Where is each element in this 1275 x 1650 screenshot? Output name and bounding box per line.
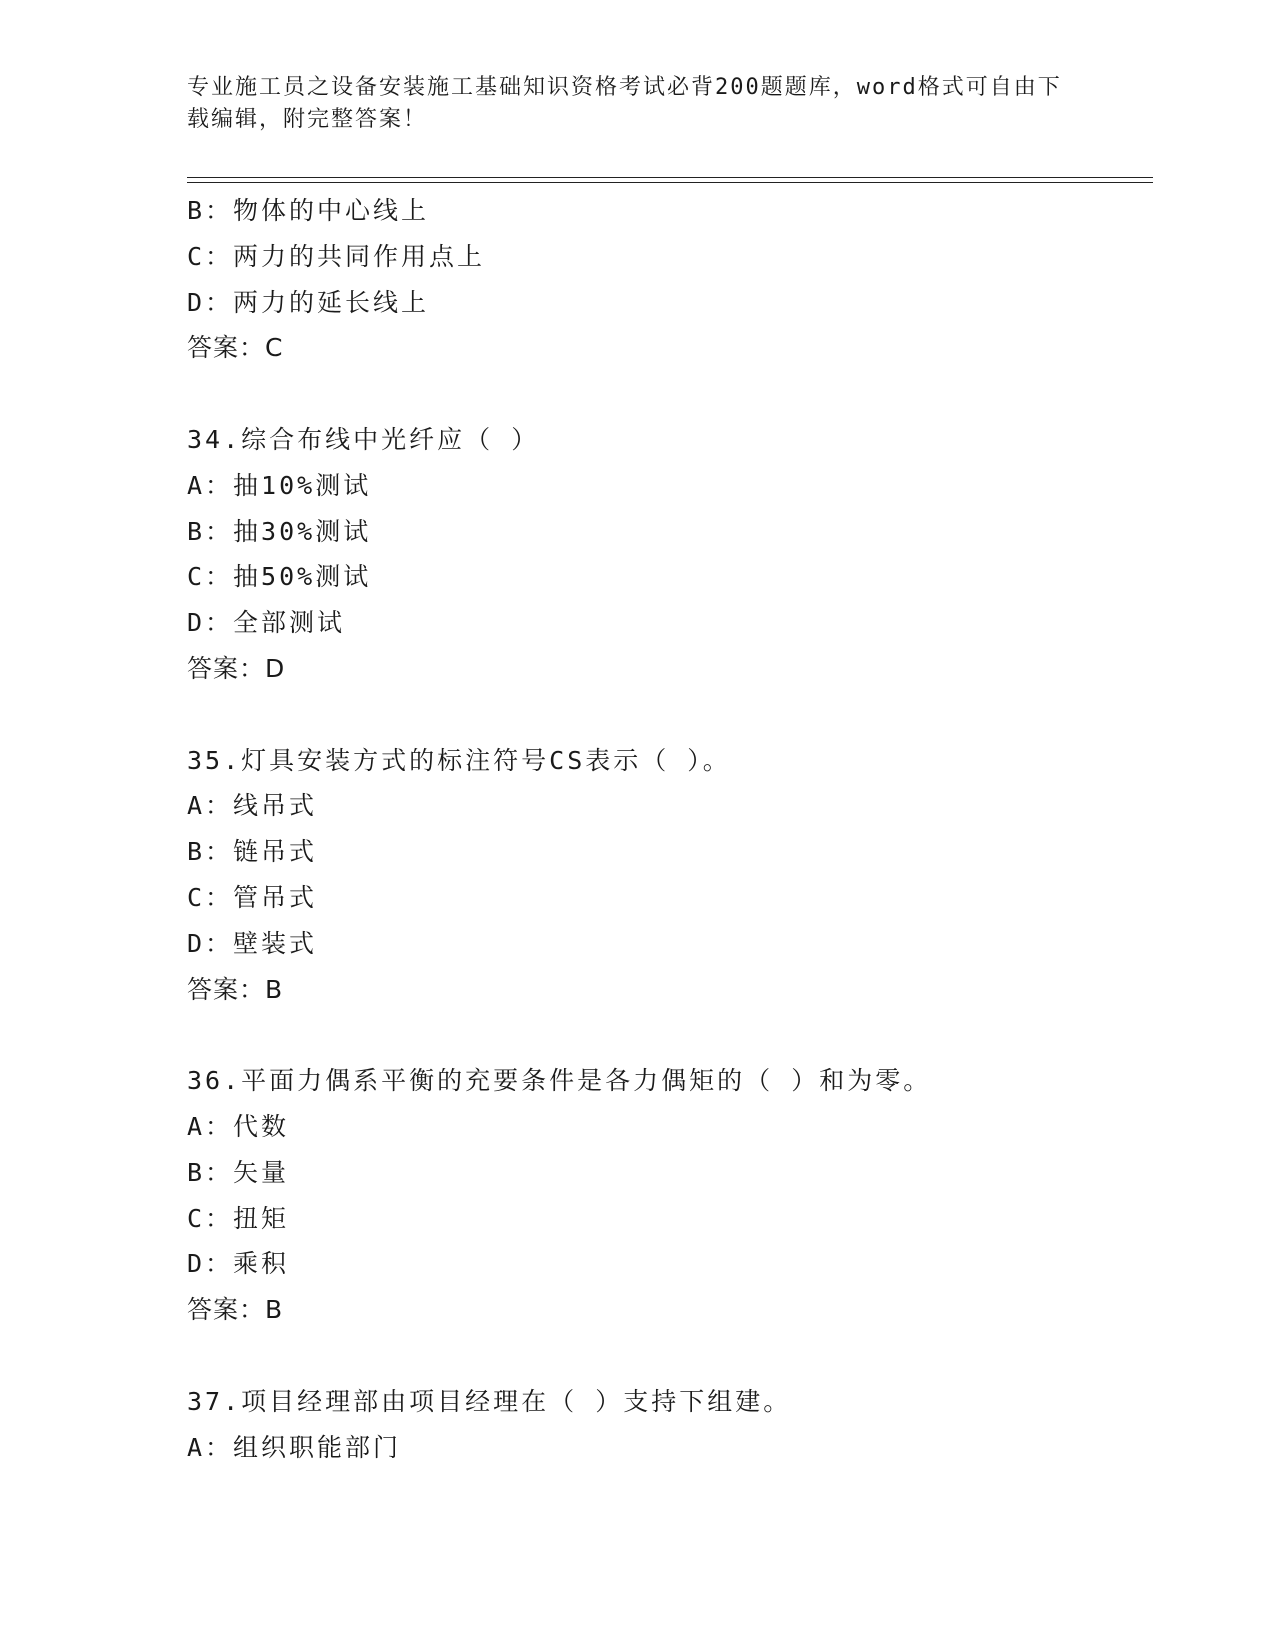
question-block bbox=[187, 417, 1153, 692]
question-text: 34.综合布线中光纤应（ ） bbox=[187, 424, 540, 454]
option-d: D：全部测试 bbox=[187, 608, 346, 638]
block-spacer bbox=[187, 1333, 1153, 1379]
question-block bbox=[187, 188, 1153, 371]
option-c: C：抽50%测试 bbox=[187, 562, 372, 592]
question-text: 37.项目经理部由项目经理在（ ）支持下组建。 bbox=[187, 1386, 792, 1416]
option-d: D：两力的延长线上 bbox=[187, 287, 430, 317]
question-list bbox=[187, 188, 1153, 1470]
answer-line: 答案：C bbox=[187, 333, 284, 363]
header-rule-bottom bbox=[187, 182, 1153, 183]
question-text: 35.灯具安装方式的标注符号CS表示（ ）。 bbox=[187, 745, 731, 775]
block-spacer bbox=[187, 1012, 1153, 1058]
option-c: C：两力的共同作用点上 bbox=[187, 241, 486, 271]
option-b: B：链吊式 bbox=[187, 837, 318, 867]
option-a: A：组织职能部门 bbox=[187, 1432, 402, 1462]
answer-line: 答案：D bbox=[187, 653, 286, 683]
option-d: D：壁装式 bbox=[187, 928, 318, 958]
question-block bbox=[187, 1379, 1153, 1471]
question-block bbox=[187, 1058, 1153, 1333]
option-c: C：扭矩 bbox=[187, 1203, 290, 1233]
option-b: B：物体的中心线上 bbox=[187, 196, 430, 225]
option-b: B：抽30%测试 bbox=[187, 516, 372, 546]
option-a: A：代数 bbox=[187, 1111, 290, 1141]
option-a: A：抽10%测试 bbox=[187, 470, 372, 500]
question-block bbox=[187, 738, 1153, 1013]
option-a: A：线吊式 bbox=[187, 791, 318, 821]
block-spacer bbox=[187, 371, 1153, 417]
option-c: C：管吊式 bbox=[187, 882, 318, 912]
document-title: 专业施工员之设备安装施工基础知识资格考试必背200题题库，word格式可自由下载编辑，附完整答案！ bbox=[187, 75, 1062, 132]
answer-line: 答案：B bbox=[187, 1295, 284, 1325]
question-text: 36.平面力偶系平衡的充要条件是各力偶矩的（ ）和为零。 bbox=[187, 1066, 932, 1096]
answer-line: 答案：B bbox=[187, 974, 284, 1004]
header-rule-top bbox=[187, 177, 1153, 178]
option-b: B：矢量 bbox=[187, 1157, 290, 1187]
block-spacer bbox=[187, 692, 1153, 738]
option-d: D：乘积 bbox=[187, 1249, 290, 1279]
